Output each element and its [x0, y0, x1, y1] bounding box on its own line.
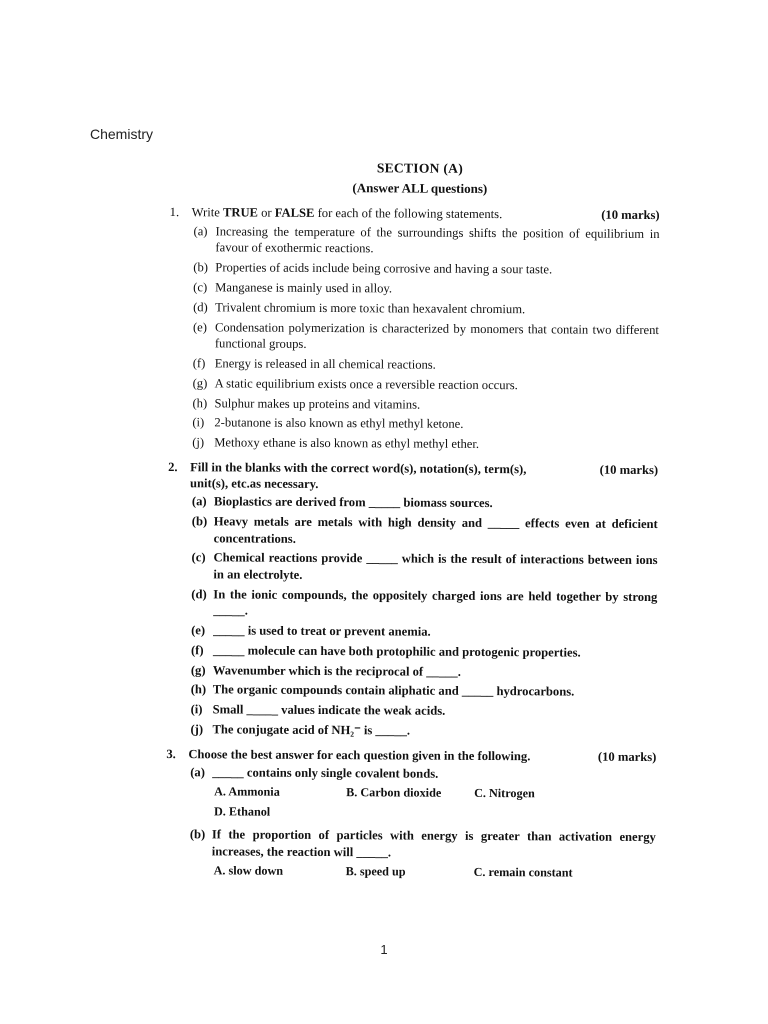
question-text: Write TRUE or FALSE for each of the following statements. [191, 205, 503, 222]
item-text: _____ molecule can have both protophilic and protogenic properties. [212, 643, 581, 660]
item-text: The conjugate acid of NH₂⁻ is _____. [212, 722, 411, 738]
item-text: Methoxy ethane is also known as ethyl methyl ether. [214, 435, 480, 452]
list-item [193, 259, 659, 278]
question-1 [158, 204, 659, 453]
list-item [191, 682, 657, 701]
answer-option: B. speed up [345, 863, 406, 879]
item-text: Properties of acids include being corrosive and having a sour taste. [215, 260, 553, 277]
page-number: 1 [380, 942, 388, 957]
item-text: Small _____ values indicate the weak acids. [212, 702, 446, 719]
item-letter: (j) [192, 435, 205, 450]
item-text: 2-butanone is also known as ethyl methyl ketone. [214, 415, 464, 432]
item-letter: (f) [190, 642, 204, 657]
question-number: 1. [169, 205, 180, 220]
question-marks: (10 marks) [597, 749, 657, 764]
item-text: Bioplastics are derived from _____ biomass sources. [213, 494, 493, 511]
list-item [193, 223, 659, 259]
item-text: Trivalent chromium is more toxic than hexavalent chromium. [215, 300, 526, 316]
answer-option: C. remain constant [473, 864, 573, 880]
question-number: 2. [168, 459, 178, 474]
item-letter: (a) [190, 765, 205, 780]
blank-list [190, 494, 657, 741]
list-item [192, 513, 658, 549]
answer-options [214, 784, 656, 826]
list-item [192, 415, 658, 434]
item-letter: (f) [192, 356, 206, 371]
list-item [193, 319, 659, 355]
item-text: The organic compounds contain aliphatic and _____ hydrocarbons. [212, 682, 575, 699]
question-text: Choose the best answer for each question given in the following. [188, 746, 531, 763]
answer-option: C. Nitrogen [474, 785, 535, 801]
question-3 [156, 745, 657, 885]
item-letter: (c) [193, 280, 208, 295]
list-item [191, 642, 657, 661]
choice-list [190, 764, 656, 783]
item-letter: (b) [191, 514, 208, 529]
item-text: In the ionic compounds, the oppositely charged ions are held together by strong _____. [213, 586, 658, 618]
statement-list [192, 223, 659, 454]
list-item [192, 395, 658, 414]
item-letter: (g) [192, 375, 208, 390]
item-text: Energy is released in all chemical reactions. [214, 356, 436, 372]
item-letter: (j) [190, 722, 204, 737]
section-title: SECTION (A) [376, 160, 464, 176]
answer-option: D. Ethanol [213, 803, 271, 819]
item-letter: (d) [191, 586, 207, 601]
list-item [190, 764, 656, 783]
scanned-exam-page [156, 158, 660, 894]
item-letter: (e) [192, 319, 207, 334]
item-letter: (g) [190, 662, 206, 677]
item-letter: (a) [191, 494, 207, 509]
item-letter: (i) [190, 702, 203, 717]
item-text: Condensation polymerization is characterized by monomers that contain two different functional groups. [214, 319, 660, 351]
choice-list [190, 827, 656, 863]
item-letter: (i) [192, 415, 205, 430]
item-text: Manganese is mainly used in alloy. [215, 280, 393, 296]
item-text: Increasing the temperature of the surroundings shifts the position of equilibrium in favour of exothermic reactions. [215, 224, 660, 256]
answer-option: B. Carbon dioxide [346, 784, 442, 800]
list-item [193, 355, 659, 374]
item-text: _____ contains only single covalent bonds. [212, 765, 439, 781]
item-text: Wavenumber which is the reciprocal of _____. [212, 662, 461, 679]
list-item [193, 279, 659, 298]
item-letter: (d) [193, 299, 208, 315]
question-text-continued: unit(s), etc.as necessary. [189, 476, 319, 491]
answer-option: A. Ammonia [214, 784, 280, 799]
item-text: Sulphur makes up proteins and vitamins. [214, 395, 421, 412]
question-number: 3. [166, 746, 176, 761]
list-item [193, 375, 659, 394]
item-text: _____ is used to treat or prevent anemia. [213, 623, 431, 639]
item-letter: (h) [192, 395, 208, 410]
question-marks: (10 marks) [599, 462, 659, 477]
list-item [191, 550, 657, 586]
list-item [191, 586, 657, 622]
list-item [192, 494, 658, 513]
question-marks: (10 marks) [601, 208, 660, 223]
item-letter: (c) [191, 550, 206, 565]
list-item [191, 701, 657, 720]
item-letter: (a) [193, 224, 208, 239]
list-item [191, 662, 657, 681]
question-2 [156, 459, 658, 741]
list-item [193, 299, 659, 318]
list-item [190, 721, 656, 740]
item-text: If the proportion of particles with energy is greater than activation energy increases, the reaction will _____. [211, 827, 656, 860]
list-item [190, 827, 656, 863]
item-text: A static equilibrium exists once a reversible reaction occurs. [214, 376, 518, 392]
subject-label: Chemistry [90, 126, 154, 142]
list-item [192, 434, 658, 453]
answer-options [214, 863, 656, 886]
item-letter: (b) [189, 827, 206, 842]
item-letter: (b) [193, 260, 209, 275]
section-subtitle: (Answer ALL questions) [352, 179, 488, 196]
item-text: Chemical reactions provide _____ which is the result of interactions between ions in an electrolyte. [213, 550, 658, 582]
item-letter: (h) [190, 682, 207, 697]
item-letter: (e) [191, 623, 206, 638]
item-text: Heavy metals are metals with high density and _____ effects even at deficient concentrations. [213, 514, 658, 546]
question-text: Fill in the blanks with the correct word(s), notation(s), term(s), [190, 459, 527, 476]
answer-option: A. slow down [213, 862, 284, 878]
list-item [191, 622, 657, 641]
